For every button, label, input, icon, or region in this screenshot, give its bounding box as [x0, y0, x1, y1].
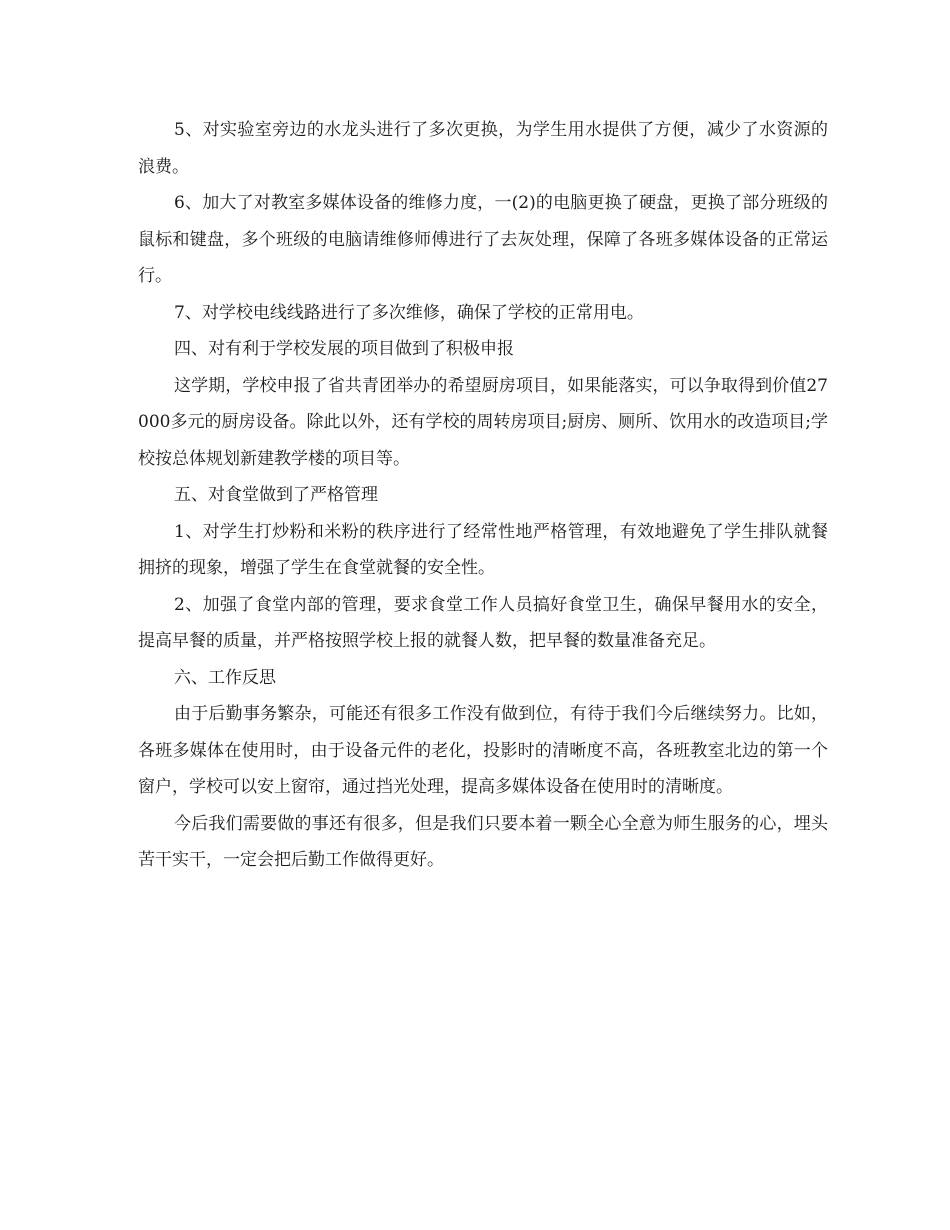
document-body [138, 112, 828, 879]
paragraph-reflection: 由于后勤事务繁杂，可能还有很多工作没有做到位，有待于我们今后继续努力。比如，各班多媒体在使用时，由于设备元件的老化，投影时的清晰度不高，各班教室北边的第一个窗户，学校可以安上窗帘，通过挡光处理，提高多媒体设备在使用时的清晰度。 [138, 704, 828, 797]
paragraph-item-7: 7、对学校电线线路进行了多次维修，确保了学校的正常用电。 [174, 302, 644, 323]
paragraph-item-6: 6、加大了对教室多媒体设备的维修力度，一(2)的电脑更换了硬盘，更换了部分班级的鼠标和键盘，多个班级的电脑请维修师傅进行了去灰处理，保障了各班多媒体设备的正常运行。 [138, 193, 828, 286]
paragraph-item-5: 5、对实验室旁边的水龙头进行了多次更换，为学生用水提供了方便，减少了水资源的浪费。 [138, 120, 828, 177]
paragraph-projects: 这学期，学校申报了省共青团举办的希望厨房项目，如果能落实，可以争取得到价值27000多元的厨房设备。除此以外，还有学校的周转房项目;厨房、厕所、饮用水的改造项目;学校按总体规划新建教学楼的项目等。 [138, 375, 828, 469]
paragraph-closing: 今后我们需要做的事还有很多，但是我们只要本着一颗全心全意为师生服务的心，埋头苦干实干，一定会把后勤工作做得更好。 [138, 813, 828, 870]
section-heading-canteen: 五、对食堂做到了严格管理 [174, 485, 378, 505]
section-heading-reflection: 六、工作反思 [174, 667, 276, 688]
paragraph-canteen-1: 1、对学生打炒粉和米粉的秩序进行了经常性地严格管理，有效地避免了学生排队就餐拥挤的现象，增强了学生在食堂就餐的安全性。 [138, 521, 828, 578]
paragraph-canteen-2: 2、加强了食堂内部的管理，要求食堂工作人员搞好食堂卫生，确保早餐用水的安全，提高早餐的质量，并严格按照学校上报的就餐人数，把早餐的数量准备充足。 [138, 594, 828, 651]
section-heading-projects: 四、对有利于学校发展的项目做到了积极申报 [174, 339, 514, 359]
